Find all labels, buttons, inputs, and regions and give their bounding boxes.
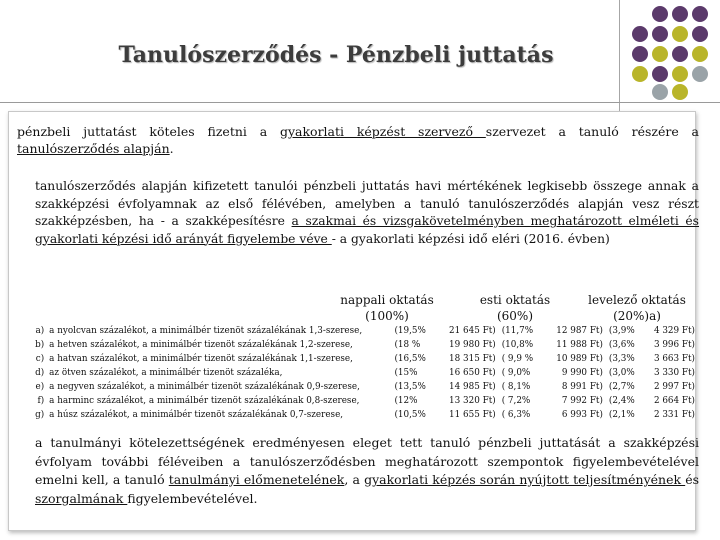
text-run: szervezet a tanuló részére a — [485, 124, 700, 139]
daytime-amount: 11 655 Ft) — [449, 410, 496, 420]
dot-icon — [632, 66, 648, 82]
evening-amount: 9 990 Ft) — [561, 368, 603, 378]
correspondence-percent: (3,6% — [608, 340, 635, 350]
column-header-percent: (60%) — [496, 309, 534, 323]
dot-icon — [672, 66, 688, 82]
correspondence-percent: (3,0% — [608, 368, 635, 378]
table-row — [31, 324, 695, 338]
row-letter: d) — [35, 368, 45, 378]
daytime-amount: 19 980 Ft) — [449, 340, 496, 350]
column-header-percent: (100%) — [365, 309, 409, 323]
text-run: a tanulmányi kötelezettségének eredményesen eleget tett tanuló pénzbeli juttatását a szakképzési évfolyam további féléveiben a tanulószerződésben meghatározott szempontok figyelembevételével emelni kell, a tanuló — [35, 435, 699, 487]
dot-icon — [692, 66, 708, 82]
text-run-underlined: a szakmai és vizsgakövetelményben meghatározott elméleti és gyakorlati képzési idő arányát figyelembe véve — [35, 214, 699, 246]
text-run: tanulószerződés alapján kifizetett tanulói pénzbeli juttatás havi mértékének legkisebb összege annak a szakképzési évfolyamnak az első félévében, amelyben a tanuló tanulószerződés alapján vesz részt szakképzésben, ha - a szakképesítésre — [35, 179, 699, 228]
evening-amount: 8 991 Ft) — [561, 382, 603, 392]
row-description: a hatvan százalékot, a minimálbér tizenöt százalékának 1,1-szerese, — [49, 354, 353, 364]
text-run-underlined: gyakorlati képzés során nyújtott teljesítményének — [364, 472, 686, 487]
evening-percent: ( 8,1% — [501, 382, 531, 392]
evening-amount: 11 988 Ft) — [556, 340, 603, 350]
text-run: figyelembevételével. — [127, 490, 258, 506]
correspondence-amount: 2 664 Ft) — [653, 396, 695, 406]
table-row — [31, 366, 695, 380]
minimum-amount-paragraph — [35, 178, 699, 248]
row-letter: b) — [35, 340, 45, 350]
dot-icon — [652, 6, 668, 22]
evening-percent: ( 6,3% — [501, 410, 531, 420]
table-row — [31, 394, 695, 408]
evening-percent: (10,8% — [501, 340, 534, 350]
text-run: és — [685, 472, 700, 487]
dot-icon — [632, 26, 648, 42]
text-run: - a gyakorlati képzési idő eléri (2016. évben) — [331, 231, 610, 246]
correspondence-amount: 3 996 Ft) — [653, 340, 695, 350]
dot-icon — [672, 26, 688, 42]
table-row — [31, 352, 695, 366]
evening-amount: 6 993 Ft) — [561, 410, 603, 420]
daytime-amount: 13 320 Ft) — [449, 396, 496, 406]
daytime-percent: (10,5% — [394, 410, 426, 420]
correspondence-amount: 2 997 Ft) — [653, 382, 695, 392]
evening-percent: (11,7% — [501, 326, 534, 336]
column-header-evening — [465, 292, 565, 324]
correspondence-percent: (3,3% — [608, 354, 635, 364]
daytime-percent: (13,5% — [394, 382, 426, 392]
dot-icon — [692, 6, 708, 22]
dot-icon — [652, 66, 668, 82]
table-row — [31, 380, 695, 394]
table-row — [31, 338, 695, 352]
row-description: a negyven százalékot, a minimálbér tizenöt százalékának 0,9-szerese, — [49, 382, 360, 392]
dot-icon — [652, 84, 668, 100]
column-header-daytime — [327, 292, 447, 324]
text-run-underlined: tanulószerződés alapján — [17, 141, 170, 156]
dot-icon — [692, 26, 708, 42]
allowance-table — [31, 324, 695, 422]
dot-icon — [672, 84, 688, 100]
dot-icon — [652, 26, 668, 42]
evening-percent: ( 9,0% — [501, 368, 531, 378]
evening-amount: 12 987 Ft) — [556, 326, 603, 336]
header-divider-horizontal — [0, 102, 720, 103]
daytime-percent: (15% — [394, 368, 418, 378]
row-description: a harminc százalékot, a minimálbér tizenöt százalékának 0,8-szerese, — [49, 396, 360, 406]
row-letter: a) — [35, 326, 45, 336]
correspondence-percent: (3,9% — [608, 326, 635, 336]
row-letter: g) — [35, 410, 45, 420]
dot-icon — [672, 46, 688, 62]
column-header-label: esti oktatás — [479, 293, 551, 307]
content-box — [8, 111, 700, 531]
row-description: a hetven százalékot, a minimálbér tizenöt százalékának 1,2-szerese, — [49, 340, 353, 350]
page-title: Tanulószerződés - Pénzbeli juttatás — [118, 42, 554, 68]
intro-paragraph — [17, 123, 699, 157]
evening-amount: 7 992 Ft) — [561, 396, 603, 406]
text-run-underlined: gyakorlati képzést szervező — [279, 124, 486, 139]
correspondence-amount: 2 331 Ft) — [653, 410, 695, 420]
text-run: pénzbeli juttatást köteles fizetni a — [17, 124, 280, 139]
daytime-amount: 14 985 Ft) — [449, 382, 496, 392]
evening-percent: ( 9,9 % — [501, 354, 534, 364]
evening-amount: 10 989 Ft) — [556, 354, 603, 364]
text-run: , a — [344, 472, 365, 487]
row-letter: e) — [35, 382, 45, 392]
daytime-percent: (12% — [394, 396, 418, 406]
correspondence-percent: (2,4% — [608, 396, 635, 406]
correspondence-amount: 4 329 Ft) — [653, 326, 695, 336]
daytime-percent: (18 % — [394, 340, 421, 350]
column-header-correspondence — [579, 292, 695, 324]
daytime-amount: 18 315 Ft) — [449, 354, 496, 364]
daytime-percent: (16,5% — [394, 354, 426, 364]
column-header-label: levelező oktatás — [588, 293, 686, 307]
column-header-label: nappali oktatás — [340, 293, 434, 307]
daytime-amount: 16 650 Ft) — [449, 368, 496, 378]
correspondence-amount: 3 663 Ft) — [653, 354, 695, 364]
correspondence-percent: (2,7% — [608, 382, 635, 392]
row-letter: f) — [37, 396, 45, 406]
text-run-underlined: szorgalmának — [35, 490, 128, 506]
row-description: az ötven százalékot, a minimálbér tizenöt százaléka, — [49, 368, 283, 378]
correspondence-amount: 3 330 Ft) — [653, 368, 695, 378]
dot-icon — [692, 46, 708, 62]
row-letter: c) — [35, 354, 45, 364]
dot-icon — [672, 6, 688, 22]
table-row — [31, 408, 695, 422]
daytime-amount: 21 645 Ft) — [449, 326, 496, 336]
text-run-underlined: tanulmányi előmenetelének — [168, 472, 345, 487]
row-description: a húsz százalékot, a minimálbér tizenöt százalékának 0,7-szerese, — [49, 410, 344, 420]
daytime-percent: (19,5% — [394, 326, 426, 336]
column-header-percent: (20%)a) — [613, 309, 661, 323]
row-description: a nyolcvan százalékot, a minimálbér tizenöt százalékának 1,3-szerese, — [49, 326, 363, 336]
evening-percent: ( 7,2% — [501, 396, 531, 406]
raise-paragraph — [35, 434, 699, 508]
correspondence-percent: (2,1% — [608, 410, 635, 420]
text-run: . — [169, 141, 174, 156]
